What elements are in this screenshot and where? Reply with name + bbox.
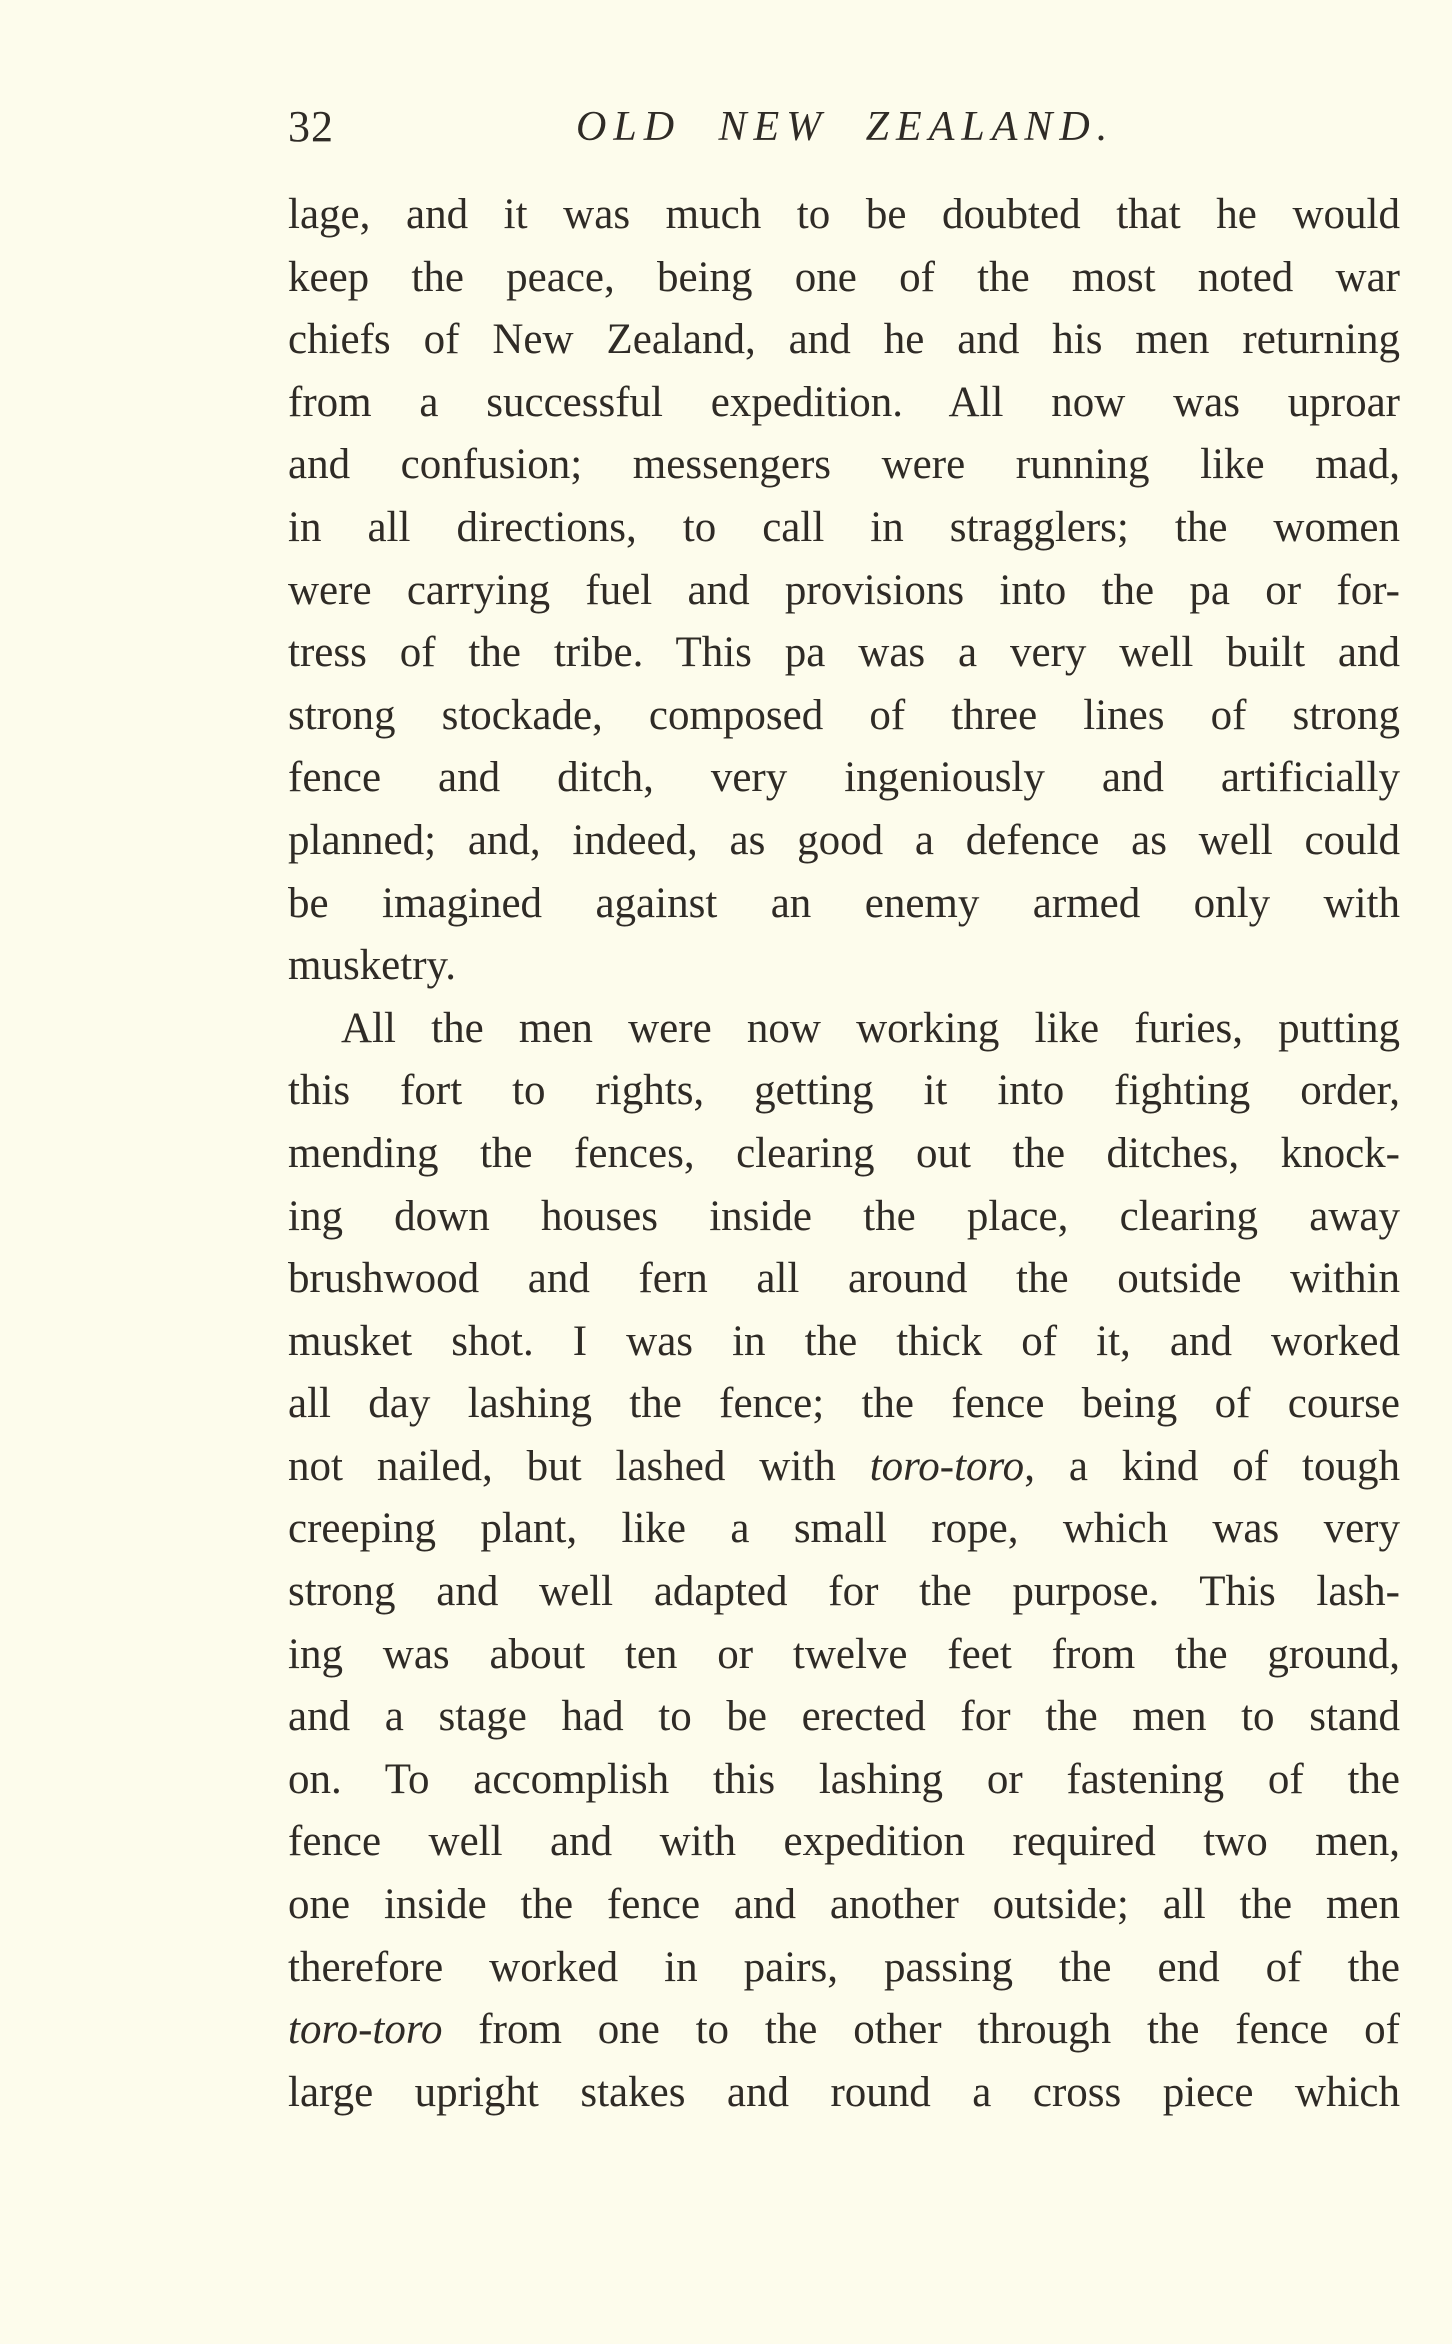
text-line: and a stage had to be erected for the men to stand — [288, 1693, 1400, 1741]
text-line: were carrying fuel and provisions into the pa or for- — [288, 566, 1400, 614]
italic-term: toro-toro — [288, 2006, 443, 2054]
text-line: therefore worked in pairs, passing the end of the — [288, 1943, 1400, 1991]
text-line: planned; and, indeed, as good a defence as well could — [288, 816, 1400, 864]
text-line: be imagined against an enemy armed only with — [288, 879, 1400, 927]
running-header — [288, 92, 1400, 162]
text-line: creeping plant, like a small rope, which was very — [288, 1505, 1400, 1553]
text-line: tress of the tribe. This pa was a very well built and — [288, 629, 1400, 677]
text-line-with-italic — [288, 1999, 1400, 2062]
text-line: in all directions, to call in stragglers; the women — [288, 503, 1400, 551]
text-line: from a successful expedition. All now was uproar — [288, 378, 1400, 426]
text-line: fence and ditch, very ingeniously and artificially — [288, 754, 1400, 802]
text-line: fence well and with expedition required two men, — [288, 1818, 1400, 1866]
text-line: chiefs of New Zealand, and he and his men returning — [288, 316, 1400, 364]
text-line: brushwood and fern all around the outside within — [288, 1255, 1400, 1303]
text-line-with-italic — [288, 1436, 1400, 1499]
italic-term: toro-toro — [869, 1442, 1025, 1490]
text-line: on. To accomplish this lashing or fastening of the — [288, 1755, 1400, 1803]
text-line: ing was about ten or twelve feet from the ground, — [288, 1630, 1400, 1678]
running-title: OLD NEW ZEALAND. — [576, 104, 1115, 150]
text-line: this fort to rights, getting it into fighting order, — [288, 1067, 1400, 1115]
text-line: all day lashing the fence; the fence being of course — [288, 1380, 1400, 1428]
text-segment: , a kind of tough — [1024, 1442, 1400, 1490]
body-text — [288, 184, 1400, 2124]
page-number: 32 — [288, 102, 334, 151]
paragraph-end-line: musketry. — [288, 942, 456, 990]
text-line: keep the peace, being one of the most noted war — [288, 253, 1400, 301]
text-line: strong stockade, composed of three lines of strong — [288, 691, 1400, 739]
text-line: ing down houses inside the place, clearing away — [288, 1192, 1400, 1240]
text-segment: from one to the other through the fence of — [442, 2006, 1400, 2054]
text-line: lage, and it was much to be doubted that he would — [288, 191, 1400, 238]
paragraph-start-line: All the men were now working like furies, putting — [341, 1004, 1400, 1052]
text-segment: not nailed, but lashed with — [288, 1442, 870, 1490]
text-line: one inside the fence and another outside; all the men — [288, 1881, 1400, 1929]
text-line: large upright stakes and round a cross piece which — [288, 2068, 1400, 2116]
text-line: mending the fences, clearing out the ditches, knock- — [288, 1129, 1400, 1177]
text-line: musket shot. I was in the thick of it, and worked — [288, 1317, 1400, 1365]
text-line: and confusion; messengers were running like mad, — [288, 441, 1400, 489]
text-line: strong and well adapted for the purpose. This lash- — [288, 1568, 1400, 1616]
